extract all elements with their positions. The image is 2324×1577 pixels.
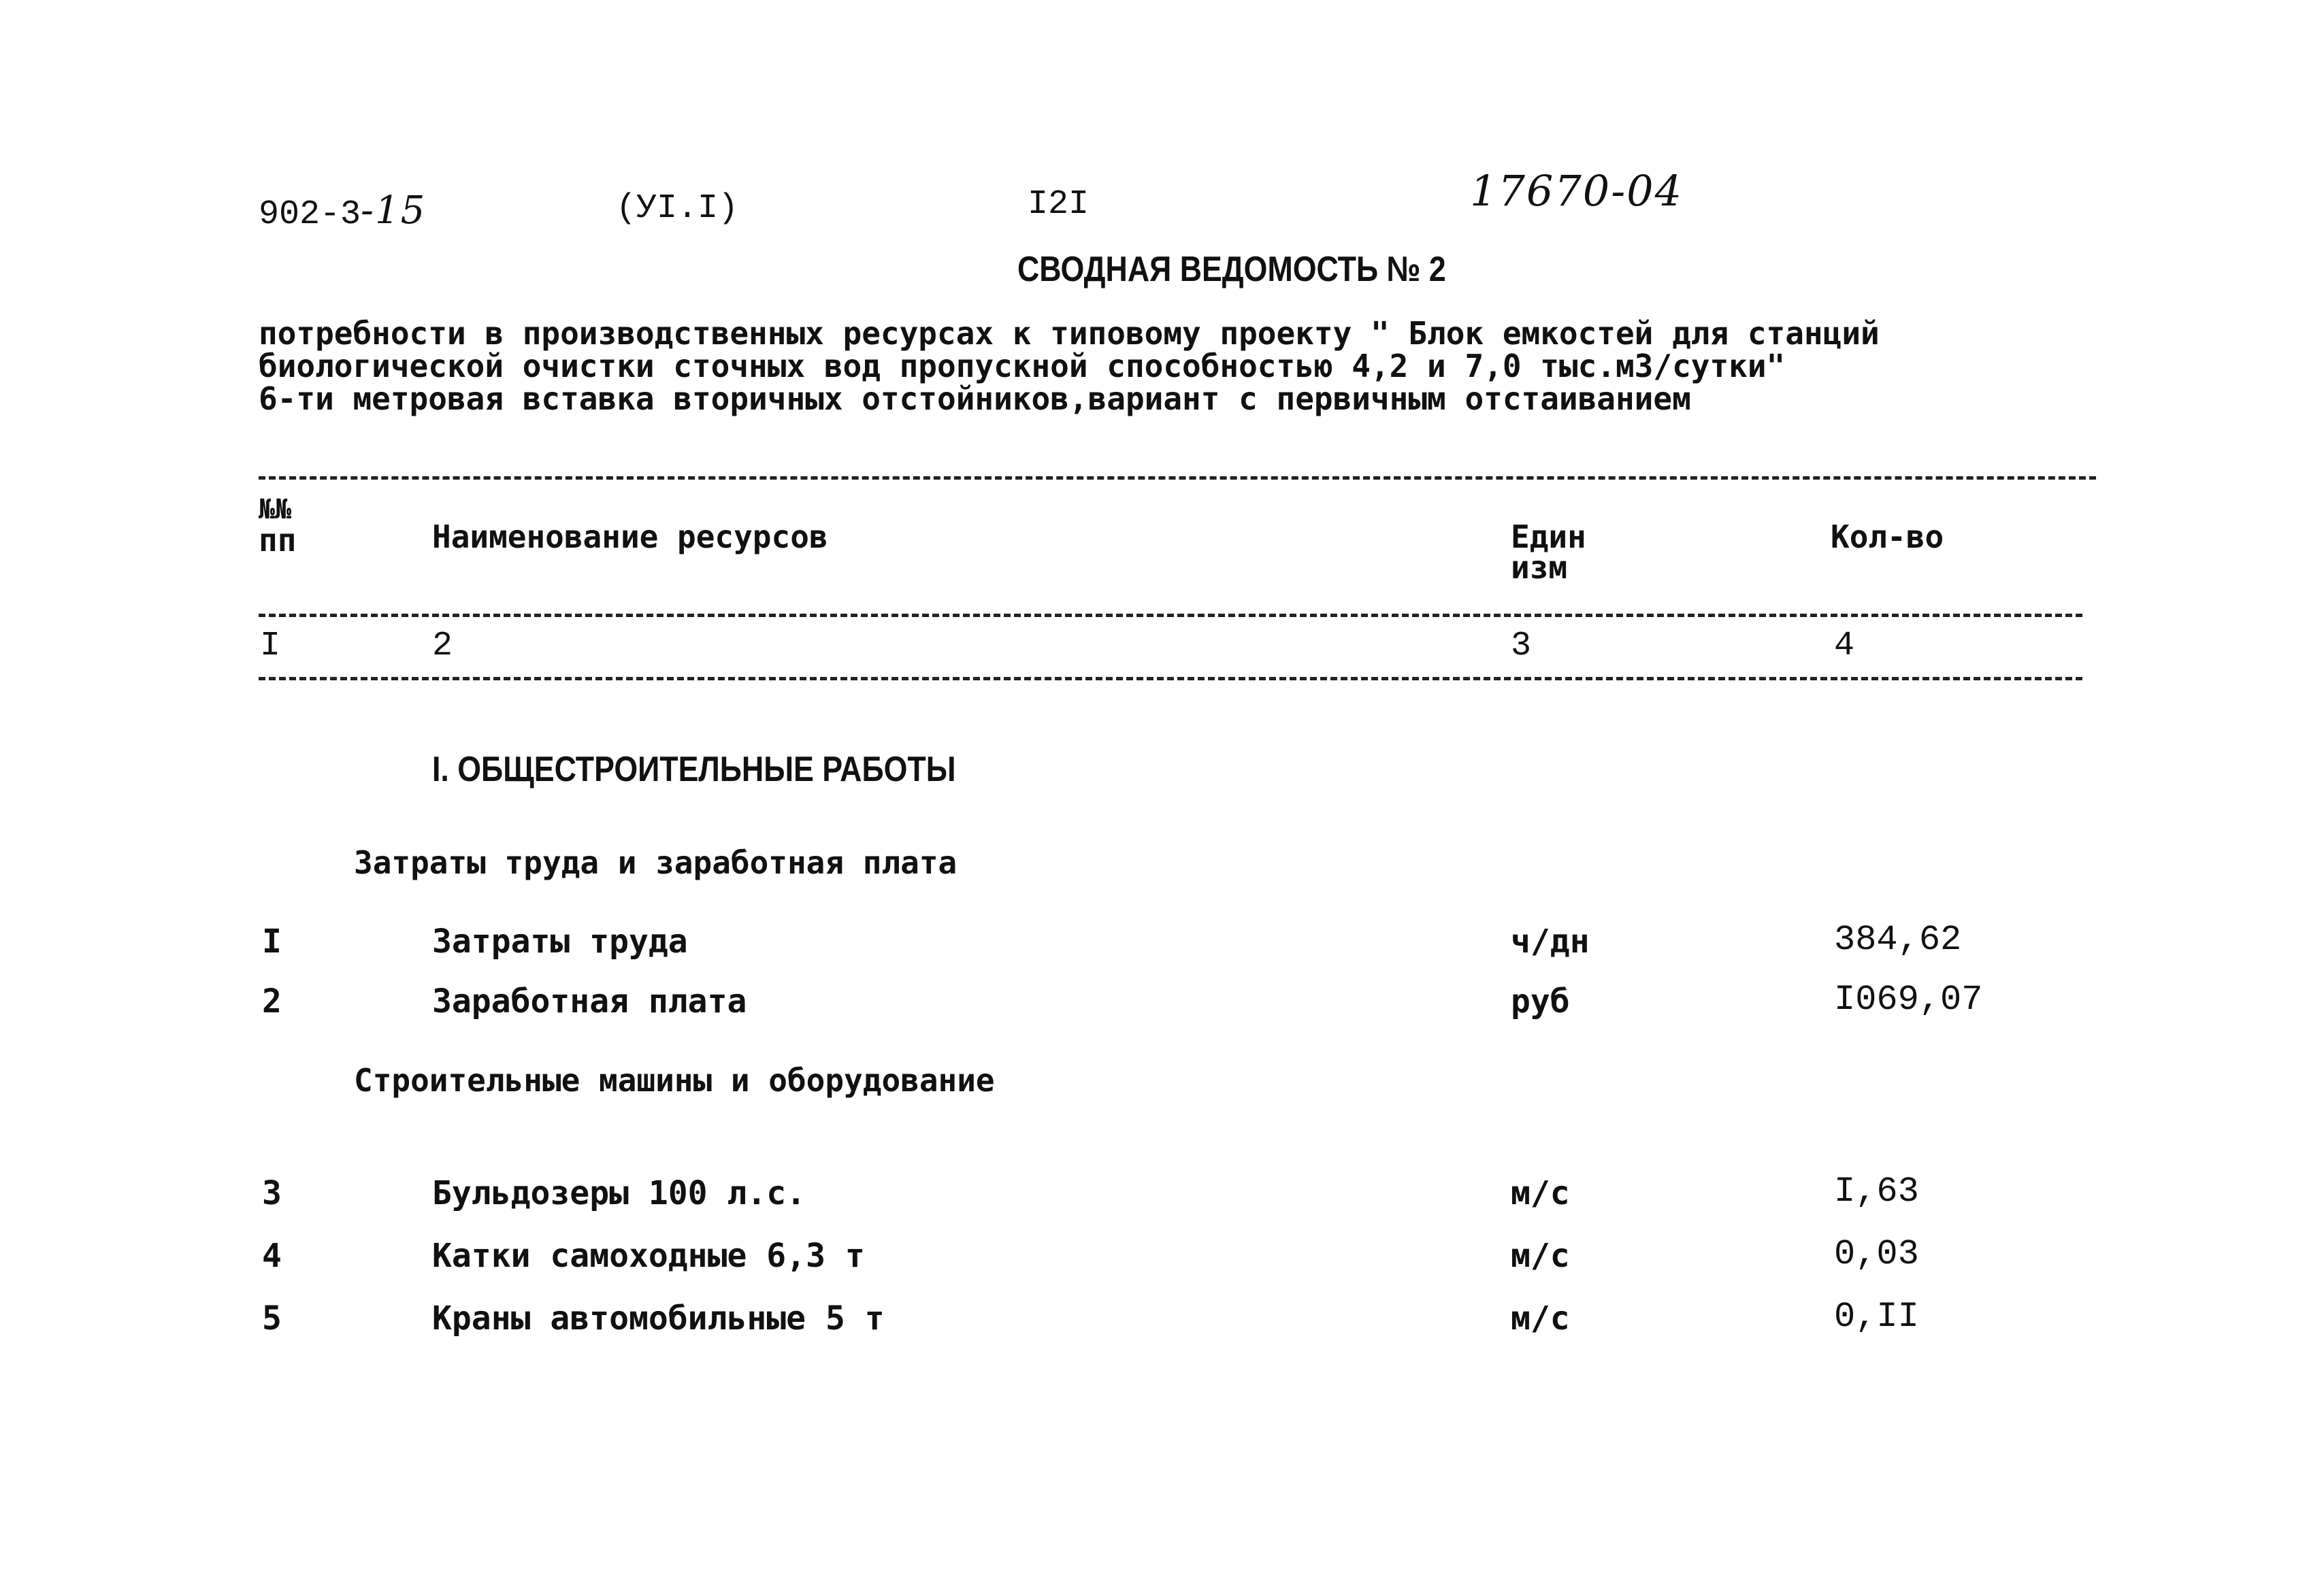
table-numbers-rule [259, 677, 2082, 680]
col-number-1: I [260, 627, 281, 665]
col-header-num-line1: №№ [259, 494, 292, 525]
row-unit: м/с [1511, 1237, 1570, 1275]
row-qty: I069,07 [1834, 980, 1983, 1020]
table-top-rule [259, 476, 2096, 480]
subtitle-line-1: потребности в производственных ресурсах к типовому проекту " Блок емкостей для станций [259, 315, 1880, 352]
row-unit: м/с [1511, 1299, 1570, 1338]
col-header-unit-line2: изм [1511, 549, 1568, 586]
row-name: Бульдозеры 100 л.с. [432, 1174, 806, 1212]
row-num: 5 [262, 1299, 282, 1338]
row-name: Катки самоходные 6,3 т [432, 1237, 865, 1275]
row-num: 3 [262, 1174, 282, 1212]
page-number: I2I [1028, 185, 1090, 224]
document-code-handwritten: -15 [361, 188, 427, 233]
col-number-4: 4 [1834, 627, 1855, 665]
col-number-2: 2 [432, 627, 453, 665]
album-number: (УI.I) [616, 189, 739, 228]
row-qty: 0,03 [1834, 1234, 1919, 1274]
row-name: Заработная плата [432, 982, 747, 1020]
inventory-number-handwritten: 17670-04 [1470, 166, 1684, 216]
col-header-num-line2: пп [259, 522, 297, 559]
row-num: I [262, 923, 282, 961]
row-num: 4 [262, 1237, 282, 1275]
row-name: Затраты труда [432, 923, 688, 961]
subtitle-line-2: биологической очистки сточных вод пропускной способностью 4,2 и 7,0 тыс.м3/сутки" [259, 348, 1786, 384]
col-header-unit-line1: Един [1511, 518, 1586, 555]
row-unit: руб [1511, 982, 1570, 1020]
row-qty: 384,62 [1834, 920, 1962, 960]
section-title: I. ОБЩЕСТРОИТЕЛЬНЫЕ РАБОТЫ [432, 750, 956, 789]
subtitle-line-3: 6-ти метровая вставка вторичных отстойников,вариант с первичным отстаиванием [259, 380, 1691, 417]
row-unit: ч/дн [1511, 923, 1590, 961]
row-qty: I,63 [1834, 1172, 1919, 1212]
document-code [259, 188, 427, 234]
row-unit: м/с [1511, 1174, 1570, 1212]
group-title-labor: Затраты труда и заработная плата [354, 844, 958, 881]
col-header-qty: Кол-во [1831, 518, 1944, 555]
group-title-machines: Строительные машины и оборудование [354, 1062, 995, 1099]
row-name: Краны автомобильные 5 т [432, 1299, 885, 1338]
row-qty: 0,II [1834, 1297, 1919, 1337]
document-code-printed: 902-3 [259, 195, 361, 234]
document-title: СВОДНАЯ ВЕДОМОСТЬ № 2 [1017, 250, 1446, 289]
col-number-3: 3 [1511, 627, 1532, 665]
table-header-rule [259, 614, 2082, 617]
col-header-name: Наименование ресурсов [432, 518, 828, 555]
row-num: 2 [262, 982, 282, 1020]
